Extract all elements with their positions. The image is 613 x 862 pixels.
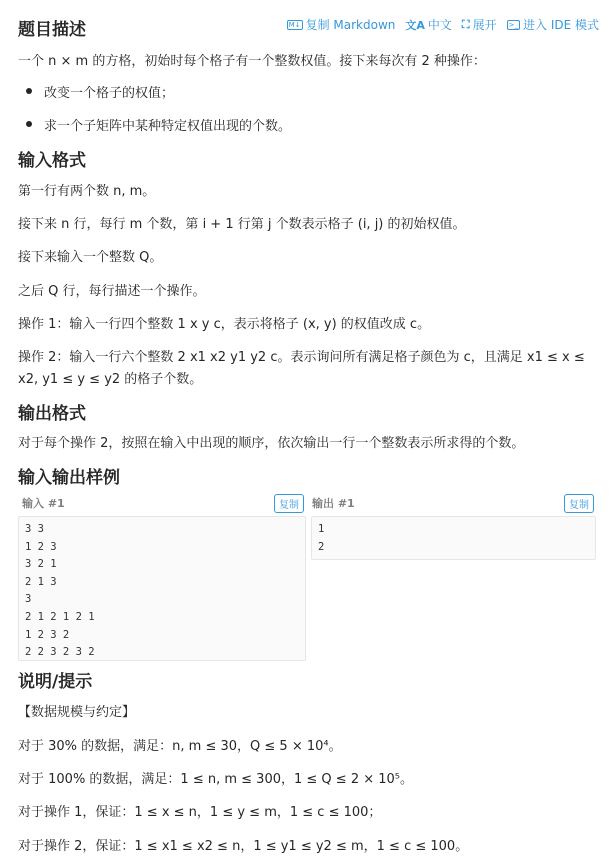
copy-input-button[interactable]: 复制 <box>274 494 304 513</box>
section-title-samples: 输入输出样例 <box>18 468 120 488</box>
hint-line-0: 【数据规模与约定】 <box>18 705 136 720</box>
code-line: 3 2 1 <box>25 558 57 571</box>
code-line: 1 2 3 <box>25 540 57 553</box>
intro-text: 一个 n × m 的方格，初始时每个格子有一个整数权值。接下来每次有 2 种操作： <box>18 54 486 69</box>
expand-label: 展开 <box>472 18 497 32</box>
input-line-4: 之后 Q 行，每行描述一个操作。 <box>18 284 206 299</box>
code-line: 2 1 2 1 2 1 <box>25 611 95 623</box>
sample-output-label: 输出 #1 <box>312 497 355 510</box>
input-line-3: 接下来输入一个整数 Q。 <box>18 250 163 265</box>
expand-button[interactable] <box>462 16 497 33</box>
code-line: 1 <box>318 523 325 535</box>
section-title-output: 输出格式 <box>18 404 86 424</box>
ide-mode-button[interactable] <box>507 16 599 33</box>
sample-output-box[interactable] <box>311 516 596 560</box>
code-line: 2 1 3 <box>25 575 57 588</box>
input-line-6a: 操作 2：输入一行六个整数 2 x1 x2 y1 y2 c。表示询问所有满足格子颜色为 c，且满足 x1 ≤ x ≤ <box>18 350 585 365</box>
hint-line-1: 对于 30% 的数据，满足：n, m ≤ 30，Q ≤ 5 × 10⁴。 <box>18 739 342 754</box>
language-label: 中文 <box>427 18 452 32</box>
sample-input-box[interactable] <box>18 516 306 661</box>
section-title-input: 输入格式 <box>18 151 86 171</box>
input-line-5: 操作 1：输入一行四个整数 1 x y c，表示将格子 (x, y) 的权值改成 c。 <box>18 317 431 332</box>
problem-toolbar <box>287 16 599 33</box>
ide-mode-label: 进入 IDE 模式 <box>523 18 599 32</box>
code-line: 2 <box>318 540 325 553</box>
code-line: 1 2 3 2 <box>25 628 70 641</box>
input-line-2: 接下来 n 行，每行 m 个数，第 i + 1 行第 j 个数表示格子 (i, j) 的初始权值。 <box>18 217 466 232</box>
section-title-hint: 说明/提示 <box>18 672 93 692</box>
hint-line-2: 对于 100% 的数据，满足：1 ≤ n, m ≤ 300，1 ≤ Q ≤ 2 × 10⁵。 <box>18 772 413 787</box>
op-list-item: 求一个子矩阵中某种特定权值出现的个数。 <box>44 119 292 134</box>
copy-output-button[interactable]: 复制 <box>564 494 594 513</box>
input-line-6b: x2, y1 ≤ y ≤ y2 的格子个数。 <box>18 372 203 387</box>
output-line-1: 对于每个操作 2，按照在输入中出现的顺序，依次输出一行一个整数表示所求得的个数。 <box>18 436 525 451</box>
copy-markdown-button[interactable] <box>287 16 396 33</box>
bullet-dot <box>26 88 32 94</box>
code-line: 3 3 <box>25 523 44 535</box>
section-title-description: 题目描述 <box>18 20 86 40</box>
sample-input-label: 输入 #1 <box>22 497 65 510</box>
translate-icon: 文A <box>405 18 425 32</box>
expand-icon: ⛶ <box>461 17 470 31</box>
bullet-dot <box>26 121 32 127</box>
op-list-item: 改变一个格子的权值； <box>44 86 175 101</box>
hint-line-4: 对于操作 2，保证：1 ≤ x1 ≤ x2 ≤ n，1 ≤ y1 ≤ y2 ≤ m，1 ≤ c ≤ 100。 <box>18 839 469 854</box>
language-button[interactable] <box>405 16 452 33</box>
markdown-icon: M↓ <box>288 20 301 29</box>
code-line: 3 <box>25 593 32 606</box>
code-line: 2 2 3 2 3 2 <box>25 646 95 659</box>
hint-line-3: 对于操作 1，保证：1 ≤ x ≤ n，1 ≤ y ≤ m，1 ≤ c ≤ 100； <box>18 805 382 820</box>
terminal-icon: >_ <box>508 20 518 29</box>
input-line-1: 第一行有两个数 n, m。 <box>18 184 156 199</box>
copy-markdown-label: 复制 Markdown <box>305 18 396 32</box>
